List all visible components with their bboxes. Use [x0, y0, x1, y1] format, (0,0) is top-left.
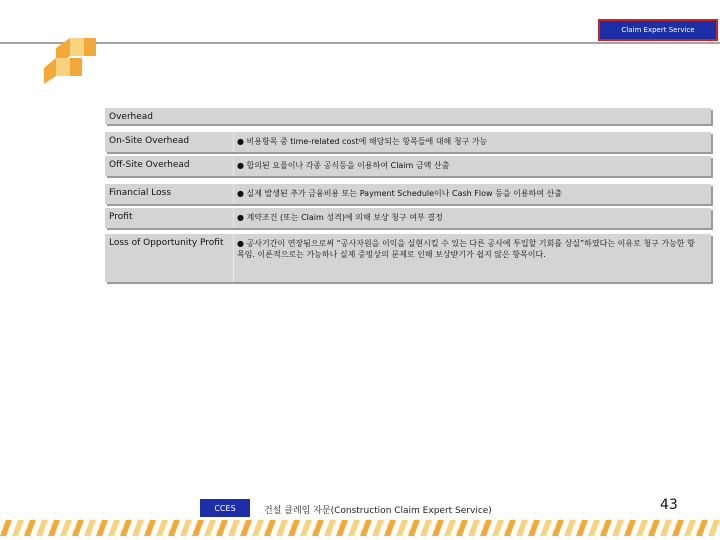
strip-block: [588, 520, 600, 536]
strip-block: [252, 520, 264, 536]
strip-block: [300, 520, 312, 536]
table-row: [105, 184, 711, 204]
row-text: ● 계약조건 (또는 Claim 성격)에 의해 보상 청구 여부 결정: [237, 213, 443, 222]
strip-block: [672, 520, 684, 536]
row-text: ● 비용항목 중 time-related cost에 해당되는 항목들에 대해 청구 가능: [237, 137, 488, 146]
row-label: Profit: [109, 212, 133, 222]
strip-block: [336, 520, 348, 536]
footer-tag: CCES: [200, 499, 250, 517]
strip-block: [312, 520, 324, 536]
column-divider: [233, 132, 234, 152]
row-label: On-Site Overhead: [109, 136, 190, 146]
strip-block: [108, 520, 120, 536]
strip-block: [132, 520, 144, 536]
strip-block: [396, 520, 408, 536]
strip-block: [168, 520, 180, 536]
strip-block: [492, 520, 504, 536]
row-text: ● 합의된 요율이나 각종 공식등을 이용하여 Claim 금액 산출: [237, 161, 450, 170]
strip-block: [600, 520, 612, 536]
strip-block: [264, 520, 276, 536]
strip-block: [528, 520, 540, 536]
table-row: [105, 132, 711, 152]
strip-block: [96, 520, 108, 536]
strip-block: [432, 520, 444, 536]
strip-block: [660, 520, 672, 536]
strip-block: [192, 520, 204, 536]
strip-block: [276, 520, 288, 536]
strip-block: [204, 520, 216, 536]
strip-block: [420, 520, 432, 536]
strip-block: [708, 520, 720, 536]
strip-block: [144, 520, 156, 536]
strip-block: [240, 520, 252, 536]
strip-block: [360, 520, 372, 536]
strip-block: [408, 520, 420, 536]
decorative-strip: [0, 518, 720, 538]
strip-block: [540, 520, 552, 536]
row-label: Financial Loss: [109, 188, 172, 198]
column-divider: [233, 184, 234, 204]
strip-block: [24, 520, 36, 536]
column-divider: [233, 208, 234, 228]
strip-block: [684, 520, 696, 536]
strip-block: [36, 520, 48, 536]
table-row: [105, 156, 711, 176]
strip-block: [696, 520, 708, 536]
strip-block: [564, 520, 576, 536]
strip-block: [468, 520, 480, 536]
strip-block: [612, 520, 624, 536]
strip-block: [384, 520, 396, 536]
strip-block: [648, 520, 660, 536]
table-row: [105, 208, 711, 228]
strip-block: [456, 520, 468, 536]
page-number: 43: [660, 497, 678, 513]
strip-block: [0, 520, 12, 536]
row-text: ● 실제 발생된 추가 금융비용 또는 Payment Schedule이나 Cash Flow 등을 이용하여 산출: [237, 189, 563, 198]
row-text: ● 공사기간이 연장됨으로써 “공사자원을 이익을 실현시킬 수 있는 다른 공사에 투입할 기회를 상실”하였다는 이유로 청구 가능한 항목임. 이론적으로는 가능하나 실제 증빙상의 문제로 인해 보상받기가 쉽지 않은 항목이다.: [237, 239, 695, 259]
strip-block: [552, 520, 564, 536]
strip-block: [636, 520, 648, 536]
strip-block: [72, 520, 84, 536]
column-divider: [233, 234, 234, 282]
column-divider: [233, 156, 234, 176]
strip-block: [12, 520, 24, 536]
strip-block: [576, 520, 588, 536]
strip-block: [156, 520, 168, 536]
service-tag: Claim Expert Service: [598, 19, 718, 41]
strip-block: [288, 520, 300, 536]
strip-block: [48, 520, 60, 536]
strip-block: [60, 520, 72, 536]
strip-block: [84, 520, 96, 536]
strip-block: [504, 520, 516, 536]
row-label: Loss of Opportunity Profit: [109, 238, 224, 248]
strip-block: [180, 520, 192, 536]
strip-block: [120, 520, 132, 536]
strip-block: [516, 520, 528, 536]
strip-block: [216, 520, 228, 536]
strip-block: [372, 520, 384, 536]
row-label: Off-Site Overhead: [109, 160, 190, 170]
strip-block: [480, 520, 492, 536]
strip-block: [228, 520, 240, 536]
table-title: Overhead: [109, 112, 153, 122]
logo-blocks: [44, 38, 110, 84]
table-row: [105, 234, 711, 282]
strip-block: [624, 520, 636, 536]
strip-block: [324, 520, 336, 536]
strip-block: [444, 520, 456, 536]
strip-block: [348, 520, 360, 536]
footer-title: 건설 클레임 자문(Construction Claim Expert Service): [264, 506, 492, 516]
table-title-row: [105, 108, 711, 124]
